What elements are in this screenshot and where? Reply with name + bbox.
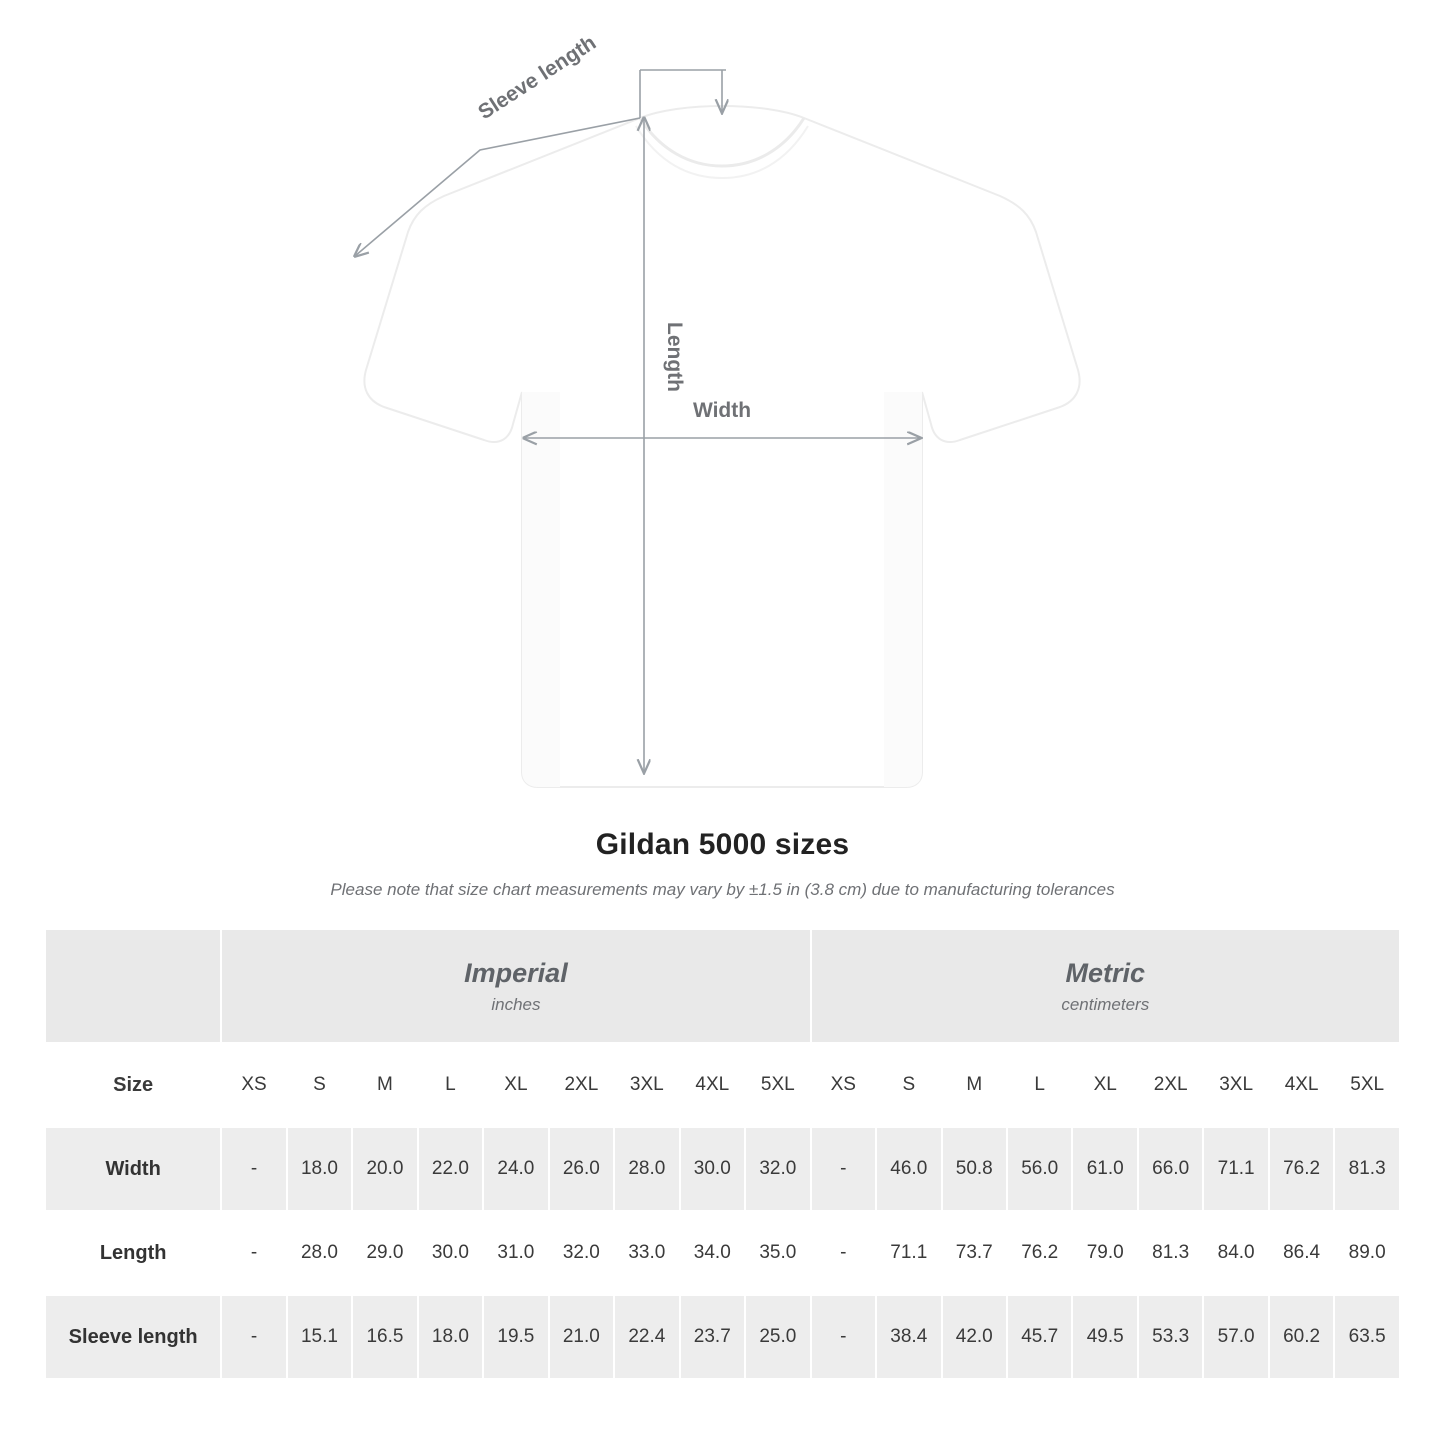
cell-length-metric-l: 76.2 — [1007, 1211, 1072, 1295]
cell-sleeve-imperial-3xl: 22.4 — [614, 1295, 679, 1379]
size-header-imperial-m: M — [352, 1043, 417, 1127]
cell-sleeve-imperial-5xl: 25.0 — [745, 1295, 811, 1379]
size-header-imperial-4xl: 4XL — [680, 1043, 745, 1127]
cell-length-imperial-xs: - — [221, 1211, 286, 1295]
cell-length-imperial-m: 29.0 — [352, 1211, 417, 1295]
size-table-wrapper — [44, 928, 1401, 1380]
cell-width-metric-5xl: 81.3 — [1334, 1127, 1400, 1211]
cell-sleeve-metric-l: 45.7 — [1007, 1295, 1072, 1379]
cell-width-metric-s: 46.0 — [876, 1127, 941, 1211]
size-header-metric-2xl: 2XL — [1138, 1043, 1203, 1127]
size-header-imperial-s: S — [287, 1043, 352, 1127]
table-row — [45, 1295, 1400, 1379]
cell-width-metric-m: 50.8 — [942, 1127, 1007, 1211]
tshirt-shape — [364, 106, 1079, 787]
size-header-imperial-xl: XL — [483, 1043, 548, 1127]
width-label: Width — [692, 399, 752, 422]
cell-length-imperial-xl: 31.0 — [483, 1211, 548, 1295]
cell-width-imperial-s: 18.0 — [287, 1127, 352, 1211]
cell-length-metric-3xl: 84.0 — [1203, 1211, 1268, 1295]
cell-length-metric-2xl: 81.3 — [1138, 1211, 1203, 1295]
size-header-imperial-xs: XS — [221, 1043, 286, 1127]
cell-length-imperial-s: 28.0 — [287, 1211, 352, 1295]
row-label-sleeve-length: Sleeve length — [45, 1295, 221, 1379]
size-header-metric-s: S — [876, 1043, 941, 1127]
row-label-width: Width — [45, 1127, 221, 1211]
cell-sleeve-imperial-xs: - — [221, 1295, 286, 1379]
cell-length-metric-m: 73.7 — [942, 1211, 1007, 1295]
table-row — [45, 1127, 1400, 1211]
cell-length-imperial-5xl: 35.0 — [745, 1211, 811, 1295]
cell-length-imperial-4xl: 34.0 — [680, 1211, 745, 1295]
cell-sleeve-metric-4xl: 60.2 — [1269, 1295, 1334, 1379]
cell-width-metric-2xl: 66.0 — [1138, 1127, 1203, 1211]
cell-length-metric-s: 71.1 — [876, 1211, 941, 1295]
cell-length-imperial-l: 30.0 — [418, 1211, 483, 1295]
size-header-label: Size — [45, 1043, 221, 1127]
size-header-metric-3xl: 3XL — [1203, 1043, 1268, 1127]
cell-width-metric-3xl: 71.1 — [1203, 1127, 1268, 1211]
cell-width-metric-xl: 61.0 — [1072, 1127, 1137, 1211]
cell-length-metric-xl: 79.0 — [1072, 1211, 1137, 1295]
size-header-row — [45, 1043, 1400, 1127]
sleeve-length-label: Sleeve length — [474, 31, 601, 125]
cell-width-imperial-xs: - — [221, 1127, 286, 1211]
cell-length-metric-4xl: 86.4 — [1269, 1211, 1334, 1295]
size-header-imperial-3xl: 3XL — [614, 1043, 679, 1127]
cell-width-imperial-2xl: 26.0 — [549, 1127, 614, 1211]
cell-sleeve-metric-m: 42.0 — [942, 1295, 1007, 1379]
size-header-imperial-l: L — [418, 1043, 483, 1127]
unit-sub-metric: centimeters — [1061, 995, 1150, 1015]
size-header-metric-xl: XL — [1072, 1043, 1137, 1127]
length-label: Length — [663, 322, 686, 392]
cell-sleeve-metric-xs: - — [811, 1295, 876, 1379]
page-title: Gildan 5000 sizes — [595, 828, 850, 861]
size-header-metric-l: L — [1007, 1043, 1072, 1127]
cell-width-imperial-4xl: 30.0 — [680, 1127, 745, 1211]
cell-sleeve-metric-s: 38.4 — [876, 1295, 941, 1379]
unit-name-imperial: Imperial — [464, 957, 568, 988]
title-block — [0, 828, 1445, 900]
unit-name-metric: Metric — [1065, 957, 1146, 988]
cell-width-metric-4xl: 76.2 — [1269, 1127, 1334, 1211]
cell-sleeve-imperial-s: 15.1 — [287, 1295, 352, 1379]
unit-header-imperial — [221, 929, 810, 1043]
cell-sleeve-metric-2xl: 53.3 — [1138, 1295, 1203, 1379]
cell-sleeve-imperial-4xl: 23.7 — [680, 1295, 745, 1379]
cell-length-imperial-3xl: 33.0 — [614, 1211, 679, 1295]
cell-length-metric-5xl: 89.0 — [1334, 1211, 1400, 1295]
cell-width-metric-xs: - — [811, 1127, 876, 1211]
size-header-imperial-5xl: 5XL — [745, 1043, 811, 1127]
cell-width-metric-l: 56.0 — [1007, 1127, 1072, 1211]
cell-sleeve-metric-3xl: 57.0 — [1203, 1295, 1268, 1379]
cell-length-metric-xs: - — [811, 1211, 876, 1295]
cell-width-imperial-l: 22.0 — [418, 1127, 483, 1211]
size-header-metric-m: M — [942, 1043, 1007, 1127]
unit-header-row — [45, 929, 1400, 1043]
cell-width-imperial-xl: 24.0 — [483, 1127, 548, 1211]
cell-width-imperial-5xl: 32.0 — [745, 1127, 811, 1211]
table-row — [45, 1211, 1400, 1295]
cell-sleeve-imperial-l: 18.0 — [418, 1295, 483, 1379]
cell-length-imperial-2xl: 32.0 — [549, 1211, 614, 1295]
size-header-imperial-2xl: 2XL — [549, 1043, 614, 1127]
unit-header-spacer — [45, 929, 221, 1043]
cell-sleeve-imperial-xl: 19.5 — [483, 1295, 548, 1379]
size-table — [44, 928, 1401, 1380]
unit-sub-imperial: inches — [491, 995, 541, 1015]
tolerance-note: Please note that size chart measurements may vary by ±1.5 in (3.8 cm) due to manufacturing tolerances — [330, 880, 1115, 899]
cell-sleeve-imperial-2xl: 21.0 — [549, 1295, 614, 1379]
unit-header-metric — [811, 929, 1400, 1043]
cell-width-imperial-m: 20.0 — [352, 1127, 417, 1211]
cell-width-imperial-3xl: 28.0 — [614, 1127, 679, 1211]
cell-sleeve-imperial-m: 16.5 — [352, 1295, 417, 1379]
size-header-metric-xs: XS — [811, 1043, 876, 1127]
size-header-metric-4xl: 4XL — [1269, 1043, 1334, 1127]
row-label-length: Length — [45, 1211, 221, 1295]
cell-sleeve-metric-xl: 49.5 — [1072, 1295, 1137, 1379]
size-header-metric-5xl: 5XL — [1334, 1043, 1400, 1127]
cell-sleeve-metric-5xl: 63.5 — [1334, 1295, 1400, 1379]
